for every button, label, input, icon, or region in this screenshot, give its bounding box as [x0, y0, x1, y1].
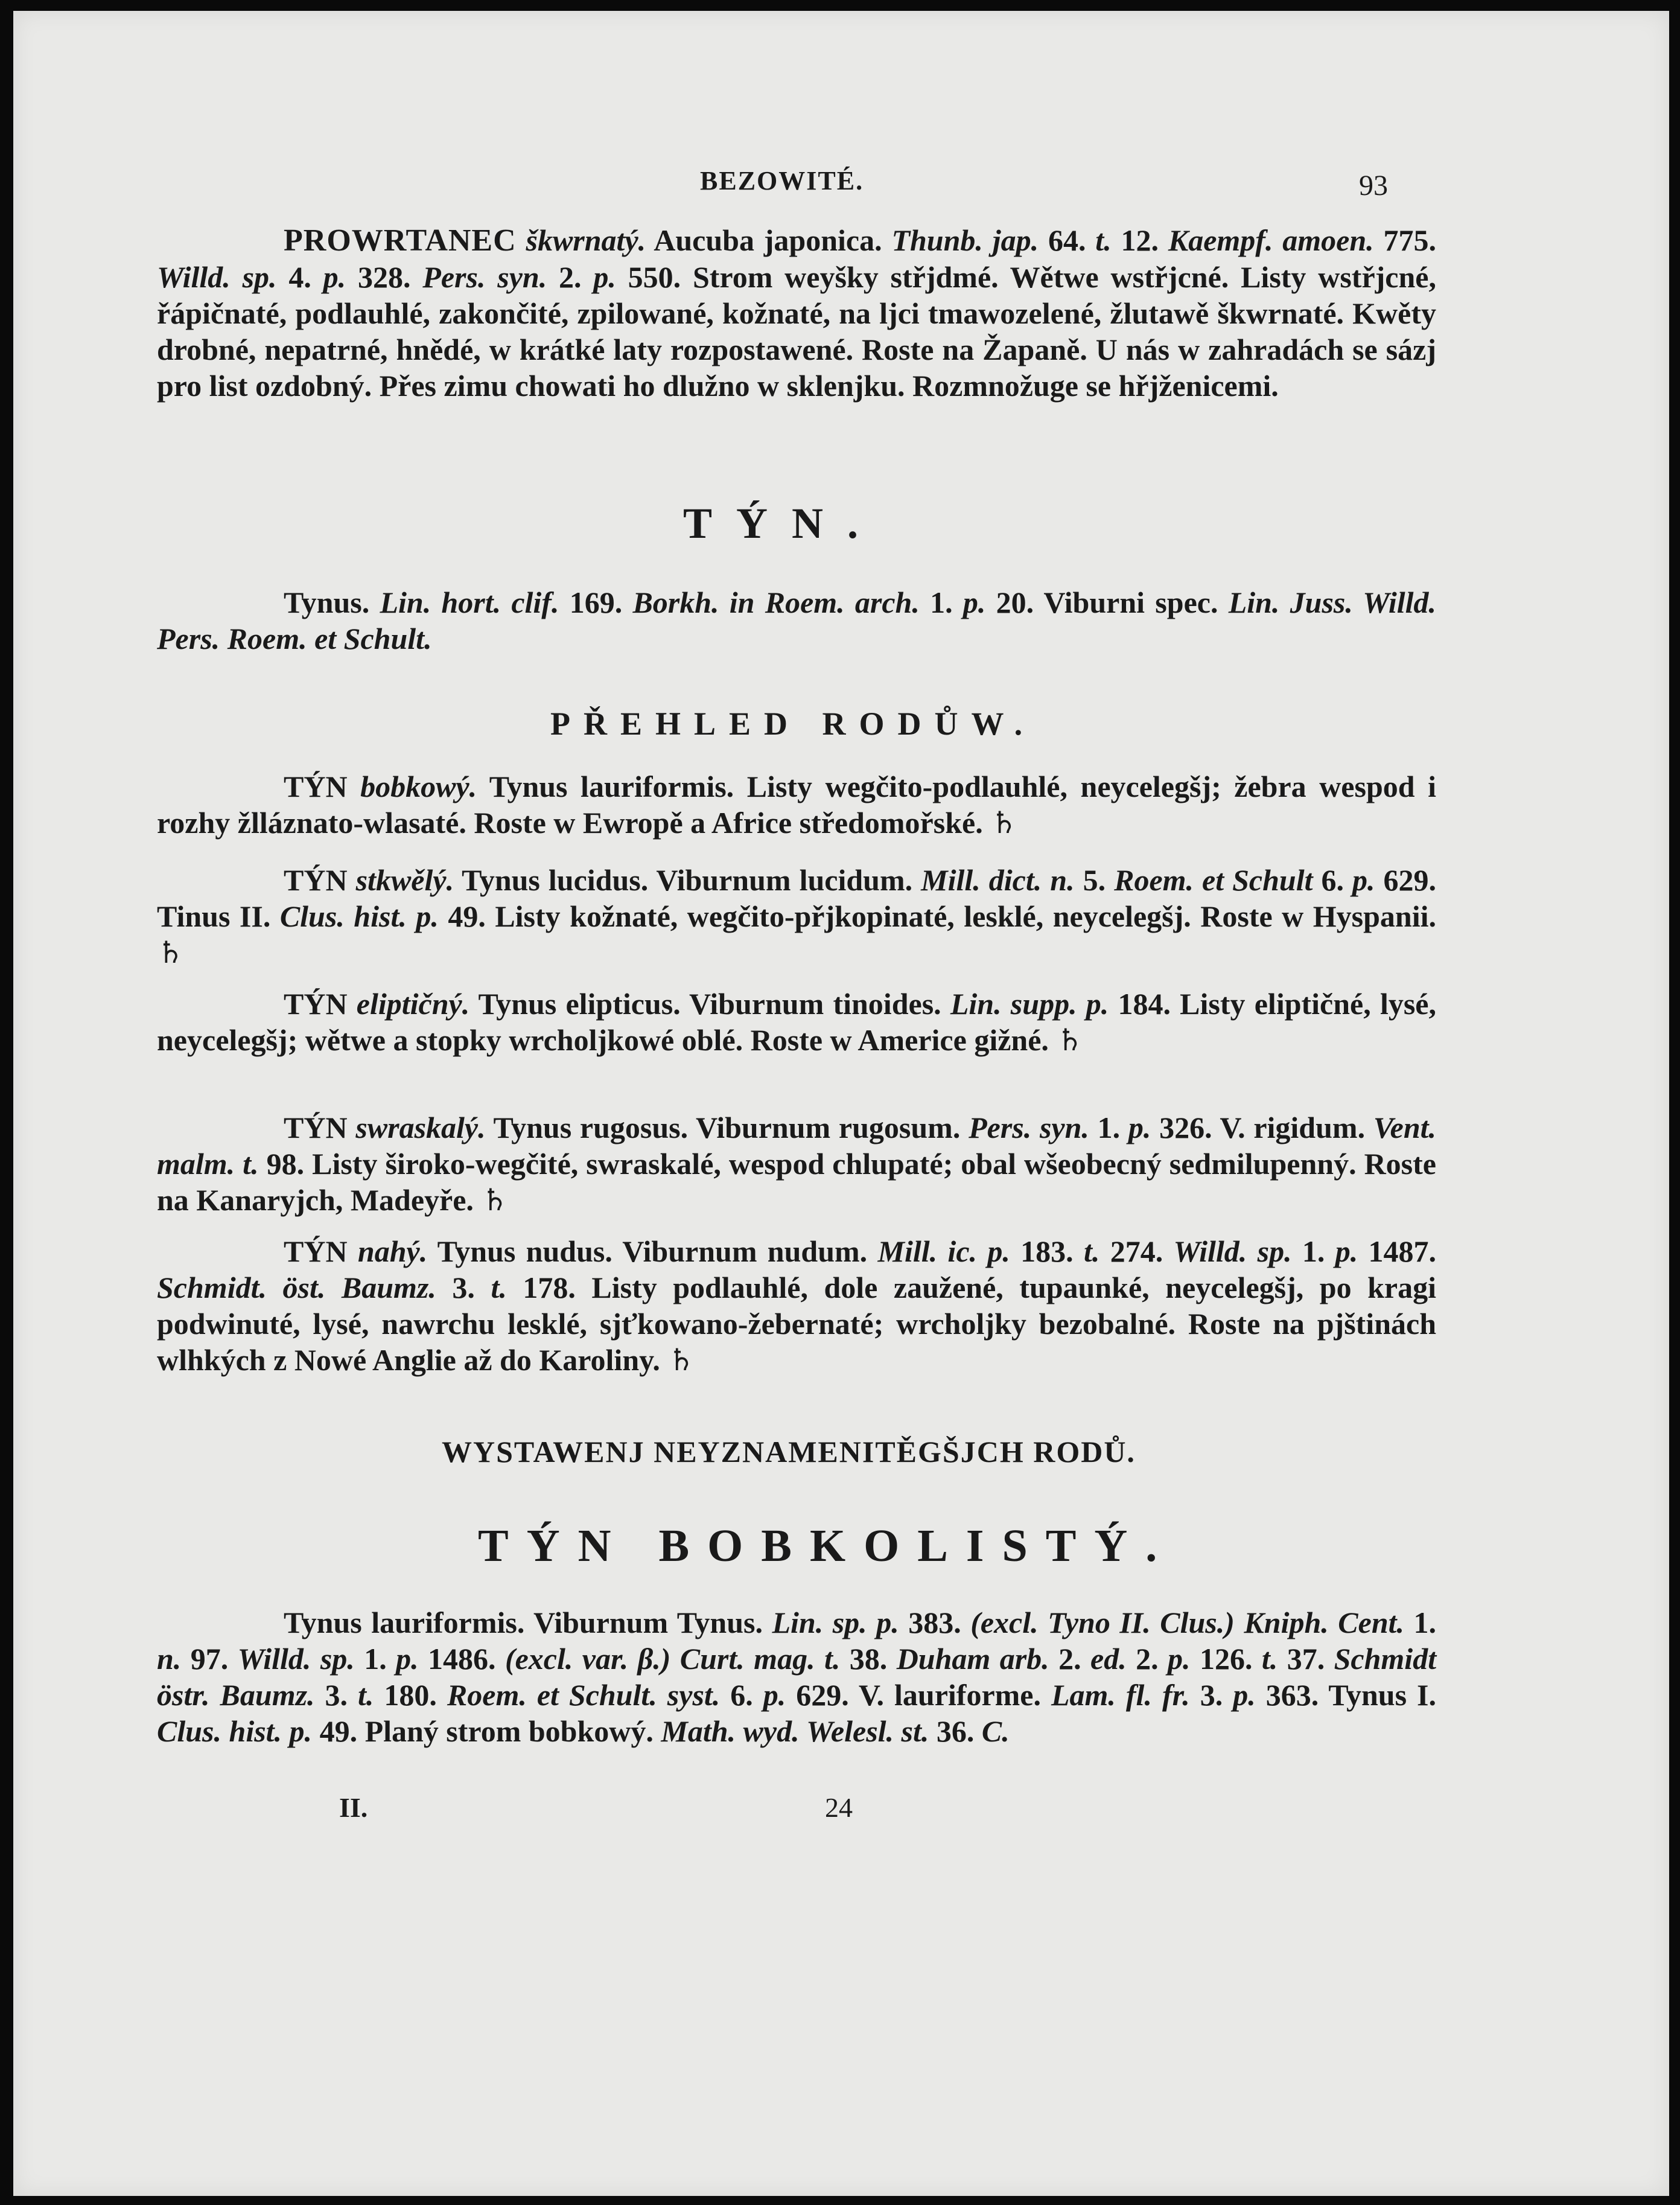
- entry-text: 775.: [1373, 223, 1436, 257]
- entry-text: 1.: [919, 586, 963, 619]
- entry-text: 180.: [374, 1678, 447, 1712]
- entry-text: 183.: [1010, 1234, 1084, 1268]
- citation: (excl. Tyno II. Clus.) Kniph. Cent.: [970, 1606, 1405, 1639]
- entry-text: 2.: [1049, 1642, 1091, 1676]
- citation: t.: [1261, 1642, 1278, 1676]
- citation: t.: [491, 1271, 507, 1304]
- entry-text: 2.: [1126, 1642, 1168, 1676]
- entry-text: 1.: [1404, 1606, 1437, 1639]
- entry-text: 383.: [899, 1606, 971, 1639]
- page-number: 93: [1359, 170, 1388, 202]
- citation: Duham arb.: [896, 1642, 1049, 1676]
- entry-text: 37.: [1278, 1642, 1334, 1676]
- citation: p.: [1168, 1642, 1191, 1676]
- citation: Math. wyd. Welesl. st.: [661, 1714, 929, 1748]
- entry-text: 98. Listy široko-wegčité, swraskalé, wespod chlupaté; obal wšeobecný sedmilupenný. Roste na Kanaryjch, Madeyře.: [157, 1147, 1436, 1217]
- citation: p.: [962, 586, 986, 619]
- entry-text: 326. V. rigidum.: [1151, 1111, 1373, 1144]
- citation: (excl. var. β.) Curt. mag. t.: [504, 1642, 841, 1676]
- citation: Willd. sp.: [237, 1642, 355, 1676]
- entry-text: 5.: [1074, 863, 1115, 897]
- entry-text: 1.: [354, 1642, 396, 1676]
- citation: C.: [981, 1714, 1010, 1748]
- entry-text: 36.: [929, 1714, 982, 1748]
- entry-text: Tynus elipticus. Viburnum tinoides.: [469, 987, 950, 1021]
- citation: Roem. et Schult: [1114, 863, 1313, 897]
- species-epithet: škwrnatý.: [526, 223, 646, 257]
- signature-mark: II.: [339, 1792, 368, 1823]
- species-epithet: eliptičný.: [356, 987, 470, 1021]
- entry-text: 126.: [1190, 1642, 1262, 1676]
- entry-text: Tynus rugosus. Viburnum rugosum.: [485, 1111, 969, 1144]
- signature-number: 24: [825, 1792, 853, 1823]
- entry-text: 169.: [559, 586, 633, 619]
- entry-head: TÝN: [284, 1111, 348, 1144]
- entry-text: 3.: [1189, 1678, 1233, 1712]
- entry-text: 1486.: [418, 1642, 505, 1676]
- entry-text: Tynus lauriformis. Listy wegčito-podlauhlé, neycelegšj; žebra wespod i rozhy žlláznato-wlasaté. Roste w Ewropě a Africe středomořské.: [157, 770, 1437, 840]
- genus-title: TÝN.: [683, 499, 883, 547]
- citation: Kaempf. amoen.: [1168, 223, 1374, 257]
- entry-text: 629. Tinus II.: [157, 863, 1437, 933]
- species-entry-1: [157, 768, 1436, 841]
- citation: ed.: [1090, 1642, 1127, 1676]
- shrub-symbol-icon: ♄: [990, 805, 1018, 840]
- entry-head: TÝN: [284, 863, 348, 897]
- entry-text: 2.: [547, 260, 594, 294]
- entry-text: 64.: [1039, 223, 1096, 257]
- citation: p.: [1128, 1111, 1151, 1144]
- notable-title: WYSTAWENJ NEYZNAMENITĚGŠJCH RODŮ.: [442, 1435, 1136, 1469]
- citation: Mill. dict. n.: [921, 863, 1075, 897]
- entry-head: PROWRTANEC: [284, 223, 517, 258]
- entry-text: 1.: [1089, 1111, 1128, 1144]
- citation: Lin. hort. clif.: [380, 586, 559, 619]
- entry-text: 49. Listy kožnaté, wegčito-přjkopinaté, lesklé, neycelegšj. Roste w Hyspanii.: [438, 899, 1436, 933]
- citation: Clus. hist. p.: [279, 899, 439, 933]
- citation: t.: [1095, 223, 1112, 257]
- species-epithet: swraskalý.: [355, 1111, 486, 1144]
- entry-text: 12.: [1111, 223, 1168, 257]
- citation: Pers. syn.: [422, 260, 547, 294]
- entry-text: Tynus lucidus. Viburnum lucidum.: [454, 863, 921, 897]
- shrub-symbol-icon: ♄: [481, 1182, 509, 1217]
- species-epithet: bobkowý.: [360, 770, 477, 803]
- citation: t.: [1083, 1234, 1100, 1268]
- entry-text: 184. Listy eliptičné, lysé, neycelegšj; wětwe a stopky wrcholjkowé oblé. Roste w Americe gižné.: [157, 987, 1436, 1057]
- prowrtanec-entry: [157, 222, 1436, 404]
- entry-text: 274.: [1099, 1234, 1174, 1268]
- citation: p.: [763, 1678, 786, 1712]
- citation: Willd. sp.: [1173, 1234, 1292, 1268]
- citation: p.: [323, 260, 346, 294]
- entry-text: 363. Tynus I.: [1255, 1678, 1437, 1712]
- entry-text: 3.: [314, 1678, 358, 1712]
- citation: Schmidt. öst. Baumz.: [157, 1271, 436, 1304]
- citation: p.: [593, 260, 616, 294]
- species-epithet: stkwělý.: [355, 863, 454, 897]
- citation: Pers. syn.: [969, 1111, 1089, 1144]
- citation: Lin. supp. p.: [950, 987, 1109, 1021]
- citation: Vent. malm. t.: [157, 1111, 1437, 1181]
- citation: Willd. sp.: [157, 260, 277, 294]
- book-page: [13, 11, 1669, 2196]
- entry-head: TÝN: [284, 987, 348, 1021]
- citation: p.: [396, 1642, 419, 1676]
- entry-text: 178. Listy podlauhlé, dole zaužené, tupaunké, neycelegšj, po kragi podwinuté, lysé, nawrchu lesklé, sjťkowano-žebernaté; wrcholjky bezobalné. Roste na pjštinách wlhkých z Nowé Anglie až do Karoliny.: [157, 1271, 1437, 1377]
- species-entry-5: [157, 1233, 1436, 1378]
- citation: Clus. hist. p.: [157, 1714, 313, 1748]
- species-detail: [157, 1604, 1436, 1749]
- entry-head: TÝN: [284, 1234, 348, 1268]
- entry-text: 49. Planý strom bobkowý.: [312, 1714, 661, 1748]
- citation: t.: [358, 1678, 374, 1712]
- species-entry-3: [157, 986, 1436, 1058]
- entry-text: Tynus lauriformis. Viburnum Tynus.: [284, 1606, 772, 1639]
- entry-text: 3.: [436, 1271, 491, 1304]
- shrub-symbol-icon: ♄: [1056, 1023, 1084, 1058]
- entry-text: 629. V. lauriforme.: [786, 1678, 1051, 1712]
- citation: Thunb. jap.: [891, 223, 1039, 257]
- species-title: TÝN BOBKOLISTÝ.: [478, 1521, 1176, 1571]
- citation: n.: [157, 1642, 182, 1676]
- entry-head: TÝN: [284, 770, 348, 803]
- citation: p.: [1352, 863, 1375, 897]
- citation: Lin. Juss. Willd. Pers. Roem. et Schult.: [157, 586, 1436, 656]
- species-entry-4: [157, 1109, 1436, 1218]
- overview-title: PŘEHLED RODŮW.: [550, 706, 1036, 742]
- entry-text: Tynus nudus. Viburnum nudum.: [427, 1234, 878, 1268]
- entry-text: 1.: [1291, 1234, 1335, 1268]
- entry-text: Tynus.: [284, 586, 380, 619]
- entry-text: 6.: [720, 1678, 763, 1712]
- citation: Borkh. in Roem. arch.: [632, 586, 920, 619]
- entry-text: 550. Strom weyšky střjdmé. Wětwe wstřjcné. Listy wstřjcné, řápičnaté, podlauhlé, zakončité, zpilowané, kožnaté, na ljci tmawozelené, žlutawě škwrnaté. Kwěty drobné, nepatrné, hnědé, w krátké laty rozpostawené. Roste na Žapaně. U nás w zahradách se sázj pro list ozdobný. Přes zimu chowati ho dlužno w sklenjku. Rozmnožuge se hřjženicemi.: [157, 260, 1436, 403]
- citation: Roem. et Schult. syst.: [447, 1678, 721, 1712]
- entry-text: Aucuba japonica.: [646, 223, 892, 257]
- entry-text: 1487.: [1358, 1234, 1437, 1268]
- entry-text: 4.: [276, 260, 323, 294]
- entry-text: 6.: [1312, 863, 1353, 897]
- citation: Schmidt östr. Baumz.: [157, 1642, 1437, 1712]
- entry-text: 328.: [346, 260, 423, 294]
- running-head: BEZOWITÉ.: [700, 166, 864, 196]
- citation: Lin. sp. p.: [772, 1606, 899, 1639]
- shrub-symbol-icon: ♄: [667, 1342, 695, 1377]
- species-epithet: nahý.: [357, 1234, 428, 1268]
- shrub-symbol-icon: ♄: [157, 935, 184, 970]
- citation: Lam. fl. fr.: [1051, 1678, 1190, 1712]
- citation: p.: [1233, 1678, 1256, 1712]
- entry-text: 38.: [840, 1642, 897, 1676]
- species-entry-2: [157, 862, 1436, 971]
- entry-text: 97.: [181, 1642, 238, 1676]
- genus-synonyms: [157, 584, 1436, 657]
- citation: p.: [1335, 1234, 1358, 1268]
- entry-text: 20. Viburni spec.: [985, 586, 1229, 619]
- citation: Mill. ic. p.: [877, 1234, 1010, 1268]
